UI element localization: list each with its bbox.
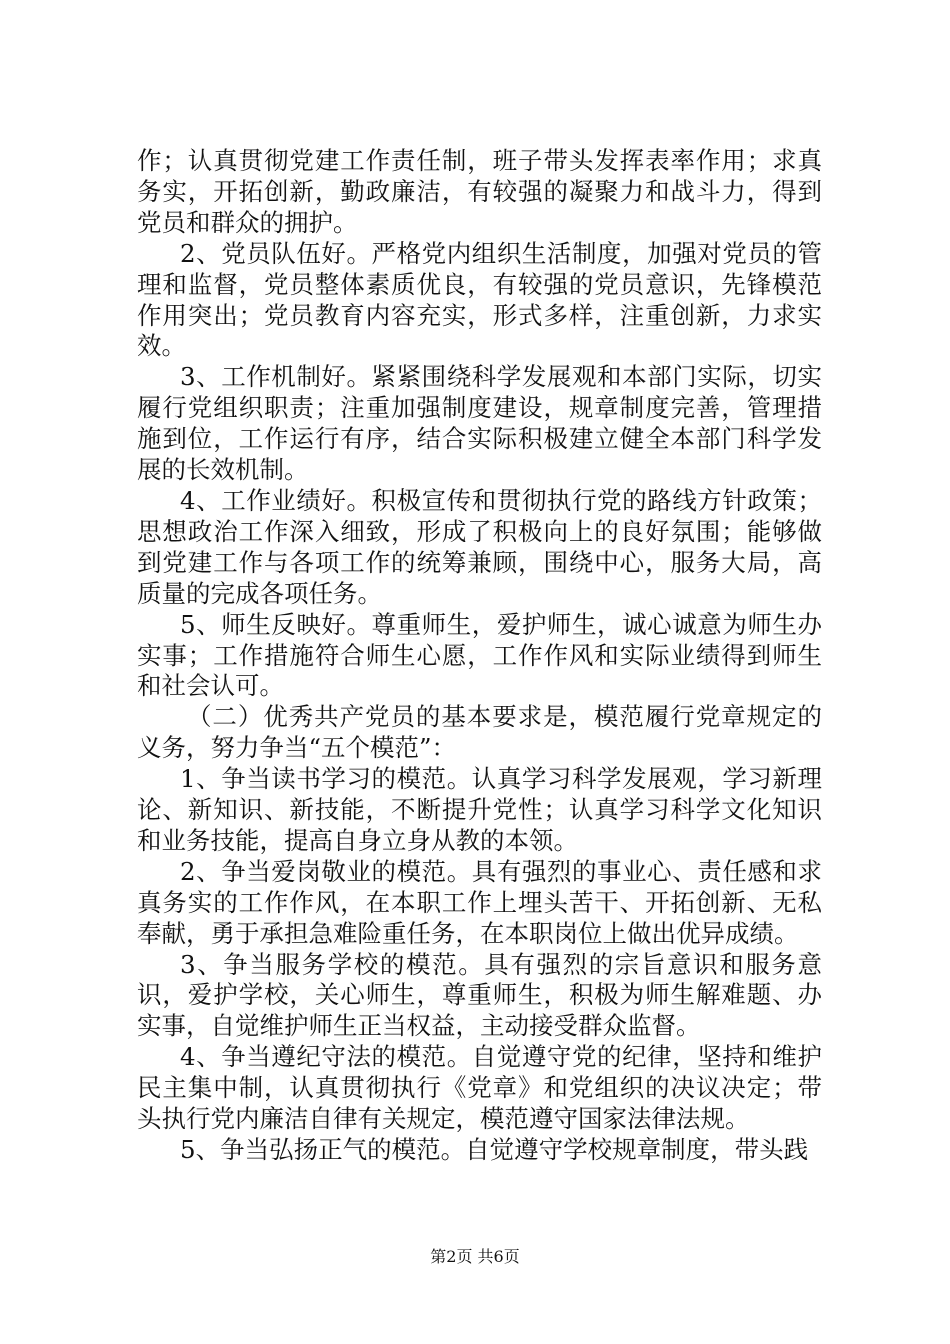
paragraph-continuation: 作；认真贯彻党建工作责任制，班子带头发挥表率作用；求真务实，开拓创新，勤政廉洁，有较强的凝聚力和战斗力，得到党员和群众的拥护。 xyxy=(137,146,822,237)
paragraph-model-4-discipline: 4、争当遵纪守法的模范。自觉遵守党的纪律，坚持和维护民主集中制，认真贯彻执行《党章》和党组织的决议决定；带头执行党内廉洁自律有关规定，模范遵守国家法律法规。 xyxy=(137,1042,822,1134)
paragraph-model-2-dedication: 2、争当爱岗敬业的模范。具有强烈的事业心、责任感和求真务实的工作作风，在本职工作上埋头苦干、开拓创新、无私奉献，勇于承担急难险重任务，在本职岗位上做出优异成绩。 xyxy=(137,856,822,948)
document-body xyxy=(137,146,822,1166)
paragraph-item-3-work-mechanism: 3、工作机制好。紧紧围绕科学发展观和本部门实际，切实履行党组织职责；注重加强制度建设，规章制度完善，管理措施到位，工作运行有序，结合实际积极建立健全本部门科学发展的长效机制。 xyxy=(137,362,822,485)
paragraph-model-1-study: 1、争当读书学习的模范。认真学习科学发展观，学习新理论、新知识、新技能，不断提升党性；认真学习科学文化知识和业务技能，提高自身立身从教的本领。 xyxy=(137,764,822,855)
paragraph-item-5-feedback: 5、师生反映好。尊重师生，爱护师生，诚心诚意为师生办实事；工作措施符合师生心愿，工作作风和实际业绩得到师生和社会认可。 xyxy=(137,609,822,701)
section-heading-2: （二）优秀共产党员的基本要求是，模范履行党章规定的义务，努力争当“五个模范”： xyxy=(137,702,822,763)
paragraph-item-4-work-performance: 4、工作业绩好。积极宣传和贯彻执行党的路线方针政策；思想政治工作深入细致，形成了积极向上的良好氛围；能够做到党建工作与各项工作的统筹兼顾，围绕中心，服务大局，高质量的完成各项任务。 xyxy=(137,485,822,608)
paragraph-item-2-party-team: 2、党员队伍好。严格党内组织生活制度，加强对党员的管理和监督，党员整体素质优良，有较强的党员意识，先锋模范作用突出；党员教育内容充实，形式多样，注重创新，力求实效。 xyxy=(137,238,822,361)
paragraph-model-3-service: 3、争当服务学校的模范。具有强烈的宗旨意识和服务意识，爱护学校，关心师生，尊重师生，积极为师生解难题、办实事，自觉维护师生正当权益，主动接受群众监督。 xyxy=(137,949,822,1041)
page-number-footer: 第2页 共6页 xyxy=(430,1247,520,1266)
paragraph-model-5-integrity: 5、争当弘扬正气的模范。自觉遵守学校规章制度，带头践 xyxy=(180,1135,809,1164)
